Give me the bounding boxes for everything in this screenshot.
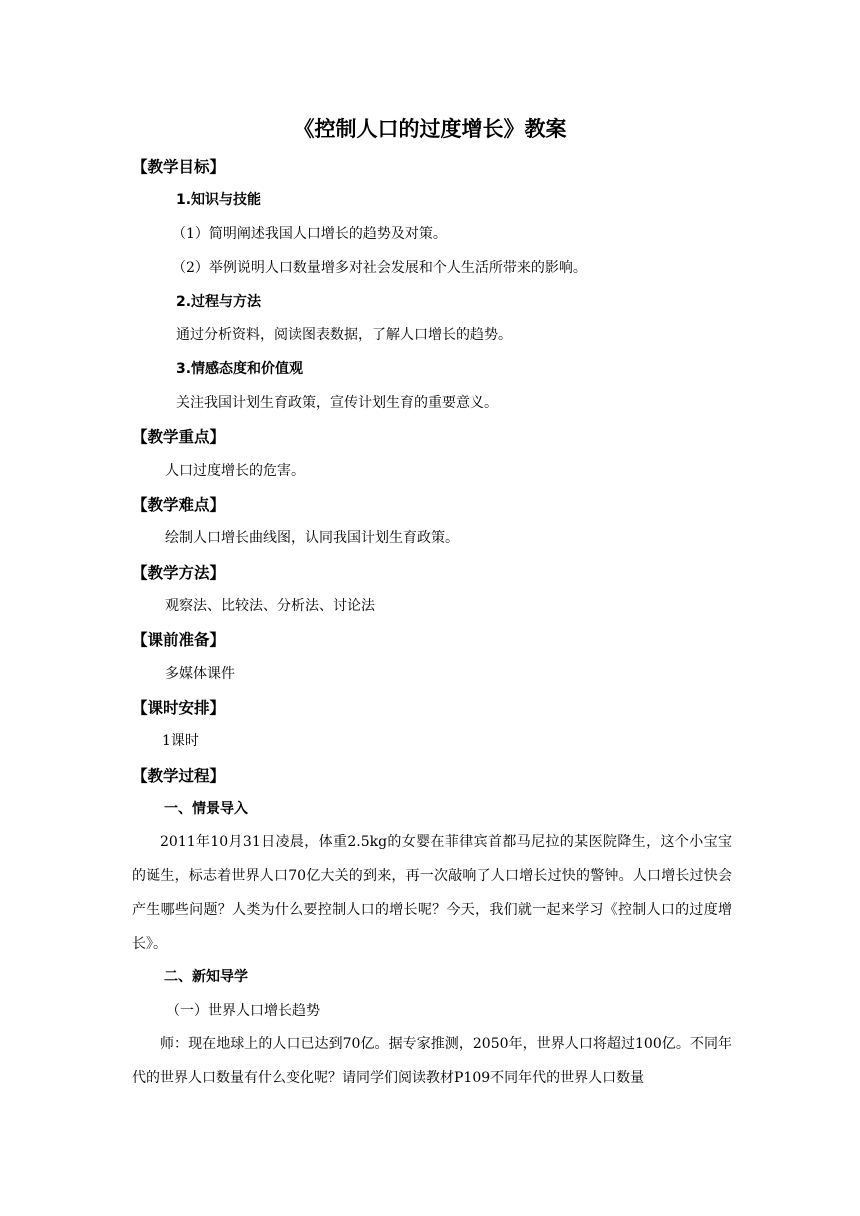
- new-knowledge-heading: 二、新知导学: [164, 969, 248, 985]
- teacher-paragraph: 师：现在地球上的人口已达到70亿。据专家推测，2050年，世界人口将超过100亿。不同年代的世界人口数量有什么变化呢？请同学们阅读教材P109不同年代的世界人口数量: [132, 1036, 732, 1086]
- objective-item: （2）举例说明人口数量增多对社会发展和个人生活所带来的影响。: [172, 260, 587, 276]
- objective-item: （1）简明阐述我国人口增长的趋势及对策。: [172, 226, 447, 242]
- preparation-text: 多媒体课件: [165, 666, 235, 682]
- scenario-intro-paragraph: 2011年10月31日凌晨，体重2.5kg的女婴在菲律宾首都马尼拉的某医院降生，这个小宝宝的诞生，标志着世界人口70亿大关的到来，再一次敲响了人口增长过快的警钟。人口增长过快会产生哪些问题？人类为什么要控制人口的增长呢？今天，我们就一起来学习《控制人口的过度增长》。: [132, 834, 732, 952]
- knowledge-skills-heading: 1.知识与技能: [176, 192, 262, 208]
- values-heading: 3.情感态度和价值观: [176, 361, 304, 377]
- scenario-intro-heading: 一、情景导入: [164, 801, 248, 817]
- difficulties-text: 绘制人口增长曲线图，认同我国计划生育政策。: [165, 530, 459, 546]
- schedule-heading: 【课时安排】: [132, 699, 226, 717]
- values-text: 关注我国计划生育政策，宣传计划生育的重要意义。: [176, 395, 498, 411]
- objectives-heading: 【教学目标】: [132, 158, 226, 176]
- world-population-trend-heading: （一）世界人口增长趋势: [166, 1003, 320, 1019]
- methods-heading: 【教学方法】: [132, 564, 226, 582]
- key-points-heading: 【教学重点】: [132, 428, 226, 446]
- process-method-heading: 2.过程与方法: [176, 294, 262, 310]
- process-heading: 【教学过程】: [132, 767, 226, 785]
- difficulties-heading: 【教学难点】: [132, 496, 226, 514]
- process-method-text: 通过分析资料，阅读图表数据，了解人口增长的趋势。: [176, 327, 512, 343]
- document-title: 《控制人口的过度增长》教案: [293, 117, 567, 141]
- key-points-text: 人口过度增长的危害。: [165, 463, 305, 479]
- preparation-heading: 【课前准备】: [132, 631, 226, 649]
- methods-text: 观察法、比较法、分析法、讨论法: [165, 598, 375, 614]
- schedule-text: 1课时: [162, 733, 199, 749]
